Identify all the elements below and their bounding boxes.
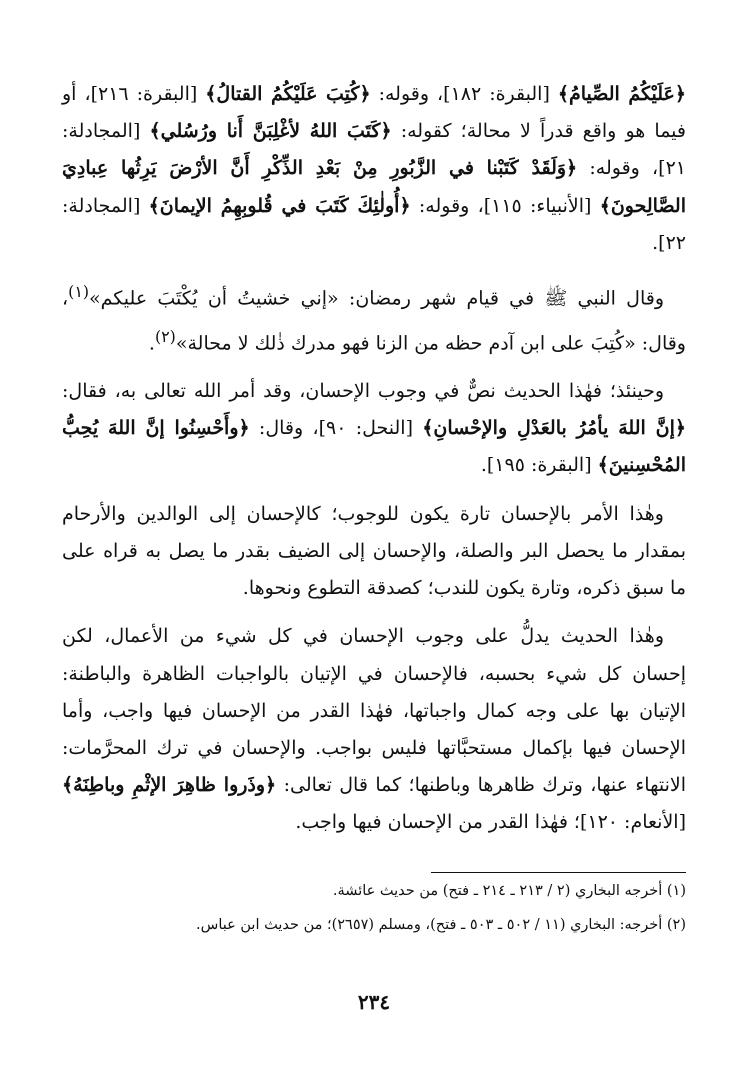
hadith-text: ، وقال: «كُتِبَ على ابن آدم حظه من الزنا فهو مدرك ذٰلك لا محالة» — [62, 287, 686, 354]
paragraph-3 — [62, 373, 686, 485]
quran-verse: ﴿وذَروا ظاهِرَ الإثْمِ وباطِنَهُ﴾ — [62, 774, 277, 797]
paragraph-4: وهٰذا الأمر بالإحسان تارة يكون للوجوب؛ كالإحسان إلى الوالدين والأرحام بمقدار ما يحصل البر والصلة، والإحسان إلى الضيف بقدر ما يصل به قراه على ما سبق ذكره، وتارة يكون للندب؛ كصدقة التطوع ونحوها. — [62, 502, 686, 600]
footnote-2: (٢) أخرجه: البخاري (١١ / ٥٠٢ ـ ٥٠٣ ـ فتح)، ومسلم (٢٦٥٧)؛ من حديث ابن عباس. — [196, 917, 686, 933]
quran-verse: ﴿إنَّ اللهَ يأمُرُ بالعَدْلِ والإحْسانِ﴾ — [422, 417, 686, 440]
hadith-text: وقال النبي ﷺ في قيام شهر رمضان: «إني خشيتُ أن يُكْتَبَ عليكم» — [89, 287, 664, 310]
citation: [البقرة: ٢١٦]، أو فيما هو واقع قدراً لا محالة؛ كقوله: — [62, 83, 686, 143]
citation: [المجادلة: ٢٢]. — [62, 194, 686, 254]
quran-verse: ﴿وأَحْسِنُوا إنَّ اللهَ يُحِبُّ المُحْسِنينَ﴾ — [62, 417, 686, 477]
citation: [البقرة: ١٨٢]، وقوله: — [370, 83, 558, 105]
citation: [البقرة: ١٩٥]. — [480, 454, 598, 477]
footnote-1: (١) أخرجه البخاري (٢ / ٢١٣ ـ ٢١٤ ـ فتح) من حديث عائشة. — [332, 883, 686, 899]
citation: [النحل: ٩٠]، وقال: — [249, 417, 423, 440]
body-text: وهٰذا الحديث يدلُّ على وجوب الإحسان في كل شيء من الأعمال، لكن إحسان كل شيء بحسبه، فالإحسان في الإتيان بالواجبات الظاهرة والباطنة: الإتيان بها على وجه كمال واجباتها، فهٰذا القدر من الإحسان فيها واجب، وأما الإحسان فيها بإكمال مستحبَّاتها فليس بواجب. والإحسان في ترك المحرَّمات: الانتهاء عنها، وترك ظاهرها وباطنها؛ كما قال تعالى: — [62, 625, 686, 797]
quran-verse: ﴿كُتِبَ عَلَيْكُمُ القتالُ﴾ — [205, 83, 371, 105]
citation: [الأنبياء: ١١٥]، وقوله: — [410, 194, 600, 217]
quran-verse: ﴿أُولٰئِكَ كَتَبَ في قُلوبِهِمُ الإيمانَ﴾ — [148, 194, 411, 217]
citation: [الأنعام: ١٢٠]؛ فهٰذا القدر من الإحسان فيها واجب. — [295, 811, 686, 834]
quran-verse: ﴿عَلَيْكُمُ الصِّيامُ﴾ — [557, 83, 686, 105]
footnote-ref-2[interactable]: (٢) — [154, 326, 176, 346]
citation: [المجادلة: ٢١]، وقوله: — [62, 120, 686, 180]
paragraph-5 — [62, 618, 686, 841]
paragraph-1 — [62, 76, 686, 262]
quran-verse: ﴿وَلَقَدْ كَتَبْنا في الزَّبُورِ مِنْ بَعْدِ الذِّكْرِ أَنَّ الأرْضَ يَرِثُها عِبادِيَ الصَّالِحونَ﴾ — [62, 157, 686, 217]
page-number: ٢٣٤ — [357, 990, 391, 1014]
sentence-end: . — [148, 331, 155, 354]
body-text: وحينئذ؛ فهٰذا الحديث نصٌّ في وجوب الإحسان، وقد أمر الله تعالى به، فقال: — [62, 380, 664, 403]
main-text — [62, 76, 686, 853]
footnote-separator — [431, 872, 686, 873]
paragraph-2 — [62, 273, 686, 362]
footnote-ref-1[interactable]: (١) — [68, 282, 90, 302]
footnotes — [62, 876, 686, 940]
quran-verse: ﴿كَتَبَ اللهُ لأغْلِبَنَّ أَنا ورُسُلي﴾ — [149, 120, 392, 143]
